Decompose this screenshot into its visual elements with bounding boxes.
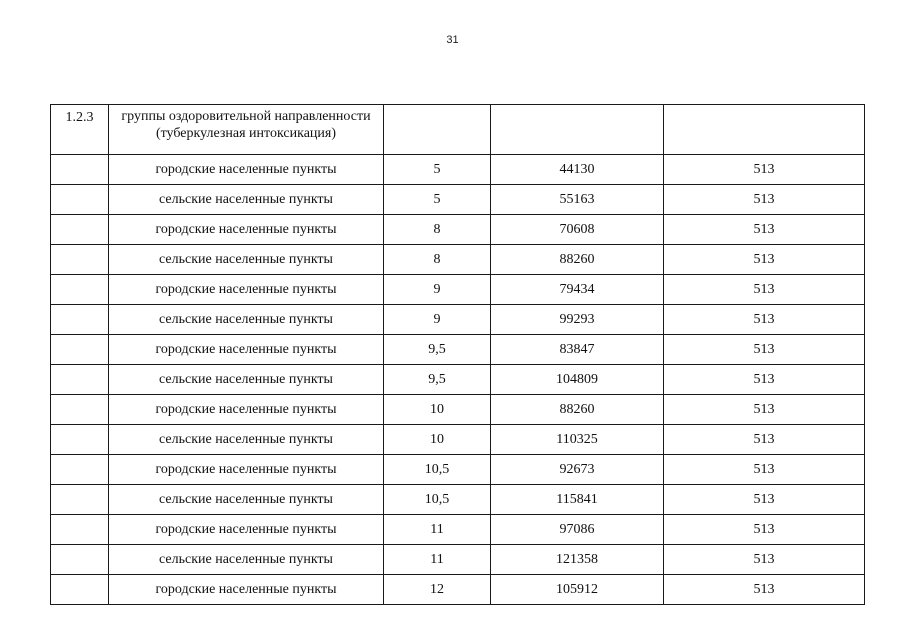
row-code-cell [51, 215, 109, 245]
budget-code-cell: 513 [664, 455, 865, 485]
row-code-cell [51, 185, 109, 215]
row-code-cell [51, 575, 109, 605]
budget-code-cell: 513 [664, 425, 865, 455]
coefficient-cell: 9 [384, 275, 491, 305]
row-code-cell [51, 275, 109, 305]
table-row [51, 485, 865, 515]
table-row [51, 545, 865, 575]
amount-cell: 105912 [491, 575, 664, 605]
table-row [51, 275, 865, 305]
row-code-cell [51, 245, 109, 275]
table-row [51, 335, 865, 365]
row-code-cell [51, 425, 109, 455]
amount-cell: 97086 [491, 515, 664, 545]
budget-code-cell: 513 [664, 245, 865, 275]
budget-code-cell: 513 [664, 185, 865, 215]
coefficient-cell: 12 [384, 575, 491, 605]
header-empty-cell-3 [384, 105, 491, 155]
table-row [51, 245, 865, 275]
coefficient-cell: 8 [384, 245, 491, 275]
settlement-type-cell: городские населенные пункты [109, 335, 384, 365]
row-code-cell [51, 545, 109, 575]
settlement-type-cell: городские населенные пункты [109, 395, 384, 425]
coefficient-cell: 10 [384, 395, 491, 425]
coefficient-cell: 11 [384, 515, 491, 545]
amount-cell: 55163 [491, 185, 664, 215]
amount-cell: 121358 [491, 545, 664, 575]
table-row [51, 575, 865, 605]
amount-cell: 104809 [491, 365, 664, 395]
table-row [51, 155, 865, 185]
amount-cell: 88260 [491, 245, 664, 275]
row-code-cell [51, 395, 109, 425]
row-code-cell [51, 515, 109, 545]
coefficient-cell: 10 [384, 425, 491, 455]
settlement-type-cell: сельские населенные пункты [109, 185, 384, 215]
header-empty-cell-5 [664, 105, 865, 155]
coefficient-cell: 8 [384, 215, 491, 245]
settlement-type-cell: городские населенные пункты [109, 575, 384, 605]
amount-cell: 115841 [491, 485, 664, 515]
budget-code-cell: 513 [664, 155, 865, 185]
settlement-type-cell: сельские населенные пункты [109, 485, 384, 515]
budget-code-cell: 513 [664, 515, 865, 545]
section-name-cell [109, 105, 384, 155]
table-row [51, 425, 865, 455]
coefficient-cell: 5 [384, 155, 491, 185]
table-row [51, 365, 865, 395]
settlement-type-cell: сельские населенные пункты [109, 545, 384, 575]
settlement-type-cell: сельские населенные пункты [109, 305, 384, 335]
budget-code-cell: 513 [664, 485, 865, 515]
row-code-cell [51, 365, 109, 395]
section-name-line2: (туберкулезная интоксикация) [155, 126, 337, 141]
settlement-type-cell: сельские населенные пункты [109, 245, 384, 275]
row-code-cell [51, 155, 109, 185]
row-code-cell [51, 335, 109, 365]
table-header-row [51, 105, 865, 155]
section-code-cell: 1.2.3 [51, 105, 109, 155]
amount-cell: 83847 [491, 335, 664, 365]
coefficient-cell: 9,5 [384, 335, 491, 365]
budget-code-cell: 513 [664, 215, 865, 245]
coefficient-cell: 9,5 [384, 365, 491, 395]
amount-cell: 79434 [491, 275, 664, 305]
settlement-type-cell: городские населенные пункты [109, 215, 384, 245]
budget-code-cell: 513 [664, 335, 865, 365]
section-name-line1: группы оздоровительной направленности [121, 109, 371, 124]
table-row [51, 185, 865, 215]
settlement-type-cell: сельские населенные пункты [109, 425, 384, 455]
tariff-table [50, 104, 865, 605]
coefficient-cell: 10,5 [384, 455, 491, 485]
settlement-type-cell: городские населенные пункты [109, 515, 384, 545]
coefficient-cell: 10,5 [384, 485, 491, 515]
table-row [51, 215, 865, 245]
row-code-cell [51, 305, 109, 335]
table-row [51, 455, 865, 485]
coefficient-cell: 5 [384, 185, 491, 215]
row-code-cell [51, 485, 109, 515]
header-empty-cell-4 [491, 105, 664, 155]
table-row [51, 515, 865, 545]
settlement-type-cell: сельские населенные пункты [109, 365, 384, 395]
coefficient-cell: 9 [384, 305, 491, 335]
budget-code-cell: 513 [664, 275, 865, 305]
amount-cell: 99293 [491, 305, 664, 335]
amount-cell: 92673 [491, 455, 664, 485]
settlement-type-cell: городские населенные пункты [109, 455, 384, 485]
budget-code-cell: 513 [664, 575, 865, 605]
settlement-type-cell: городские населенные пункты [109, 275, 384, 305]
table-row [51, 395, 865, 425]
budget-code-cell: 513 [664, 305, 865, 335]
budget-code-cell: 513 [664, 395, 865, 425]
amount-cell: 70608 [491, 215, 664, 245]
budget-code-cell: 513 [664, 365, 865, 395]
row-code-cell [51, 455, 109, 485]
amount-cell: 88260 [491, 395, 664, 425]
page-number: 31 [446, 34, 459, 46]
budget-code-cell: 513 [664, 545, 865, 575]
coefficient-cell: 11 [384, 545, 491, 575]
amount-cell: 110325 [491, 425, 664, 455]
table-row [51, 305, 865, 335]
amount-cell: 44130 [491, 155, 664, 185]
settlement-type-cell: городские населенные пункты [109, 155, 384, 185]
